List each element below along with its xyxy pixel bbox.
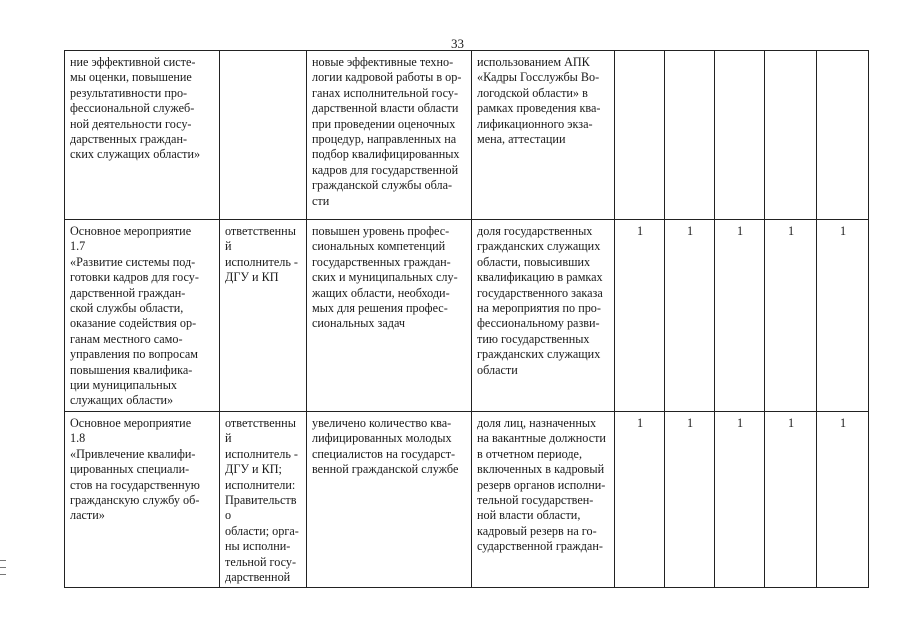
indicator-cell: доля государственных гражданских служащих области, повысивших квалификацию в рамках государственного заказа на мероприятия по про- фессиональному разви- тию государственных гражданских служащих области: [472, 220, 615, 412]
value-cell: [715, 51, 765, 220]
result-cell: повышен уровень профес- сиональных компетенций государственных граждан- ских и муниципальных слу- жащих области, необходи- мых для решения профес- сиональных задач: [307, 220, 472, 412]
scan-margin-marks: [0, 560, 6, 584]
executor-cell: [220, 51, 307, 220]
value-cell: 1: [817, 411, 869, 587]
value-cell: 1: [615, 411, 665, 587]
value-cell: 1: [665, 411, 715, 587]
value-cell: 1: [715, 411, 765, 587]
value-cell: 1: [615, 220, 665, 412]
result-cell: новые эффективные техно- логии кадровой работы в ор- ганах исполнительной госу- дарственной власти области при проведении оценочных процедур, направленных на подбор квалифицированных кадров для государственной гражданской службы обла- сти: [307, 51, 472, 220]
value-cell: [765, 51, 817, 220]
indicator-cell: использованием АПК «Кадры Госслужбы Во- логодской области» в рамках проведения ква- лификационного экза- мена, аттестации: [472, 51, 615, 220]
page-number: 33: [451, 36, 464, 51]
table-row: [65, 220, 869, 412]
result-cell: увеличено количество ква- лифицированных молодых специалистов на государст- венной гражданской службе: [307, 411, 472, 587]
measure-cell: Основное мероприятие 1.8 «Привлечение квалифи- цированных специали- стов на государственную гражданскую службу об- ласти»: [65, 411, 220, 587]
value-cell: [615, 51, 665, 220]
executor-cell: ответственный исполнитель - ДГУ и КП; исполнители: Правительство области; орга- ны исполни- тельной госу- дарственной: [220, 411, 307, 587]
executor-cell: ответственный исполнитель - ДГУ и КП: [220, 220, 307, 412]
indicator-cell: доля лиц, назначенных на вакантные должности в отчетном периоде, включенных в кадровый резерв органов исполни- тельной государствен- ной власти области, кадровый резерв на го- сударственной граждан-: [472, 411, 615, 587]
measure-cell: ние эффективной систе- мы оценки, повышение результативности про- фессиональной служеб- ной деятельности госу- дарственных граждан- ских служащих области»: [65, 51, 220, 220]
table-row: [65, 51, 869, 220]
measure-cell: Основное мероприятие 1.7 «Развитие системы под- готовки кадров для госу- дарственной граждан- ской службы области, оказание содействия ор- ганам местного само- управления по вопросам повышения квалифика- ции муниципальных служащих области»: [65, 220, 220, 412]
value-cell: [665, 51, 715, 220]
value-cell: 1: [817, 220, 869, 412]
value-cell: 1: [765, 220, 817, 412]
value-cell: 1: [715, 220, 765, 412]
program-measures-table: [64, 50, 869, 588]
value-cell: 1: [665, 220, 715, 412]
table-row: [65, 411, 869, 587]
value-cell: 1: [765, 411, 817, 587]
value-cell: [817, 51, 869, 220]
